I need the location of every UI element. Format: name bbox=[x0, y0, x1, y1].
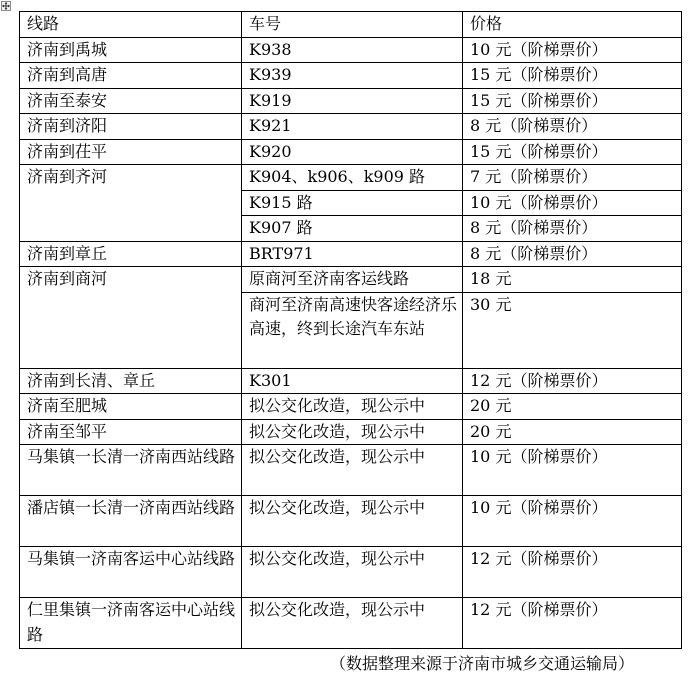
table-row bbox=[20, 547, 682, 598]
bus-number-cell: 拟公交化改造，现公示中 bbox=[242, 547, 463, 598]
bus-number-cell: K904、k906、k909 路 bbox=[242, 165, 463, 191]
price-cell: 12 元（阶梯票价） bbox=[463, 368, 682, 394]
header-price: 价格 bbox=[463, 12, 682, 38]
price-cell: 15 元（阶梯票价） bbox=[463, 63, 682, 89]
price-cell: 7 元（阶梯票价） bbox=[463, 165, 682, 191]
route-cell: 济南到禹城 bbox=[20, 37, 242, 63]
bus-number-cell: 拟公交化改造，现公示中 bbox=[242, 394, 463, 420]
table-row bbox=[20, 496, 682, 547]
price-cell: 8 元（阶梯票价） bbox=[463, 114, 682, 140]
route-cell: 济南到章丘 bbox=[20, 241, 242, 267]
bus-number-cell: 拟公交化改造，现公示中 bbox=[242, 445, 463, 496]
route-cell: 济南至泰安 bbox=[20, 88, 242, 114]
bus-number-cell: K920 bbox=[242, 139, 463, 165]
bus-number-cell: 原商河至济南客运线路 bbox=[242, 267, 463, 293]
table-row bbox=[20, 598, 682, 649]
table-row bbox=[20, 445, 682, 496]
table-row bbox=[20, 267, 682, 293]
bus-number-cell: 拟公交化改造，现公示中 bbox=[242, 419, 463, 445]
route-cell: 济南到商河 bbox=[20, 267, 242, 369]
price-cell: 20 元 bbox=[463, 394, 682, 420]
bus-number-cell: K301 bbox=[242, 368, 463, 394]
price-cell: 10 元（阶梯票价） bbox=[463, 445, 682, 496]
source-note: （数据整理来源于济南市城乡交通运输局） bbox=[330, 654, 635, 673]
route-cell: 济南至邹平 bbox=[20, 419, 242, 445]
price-cell: 15 元（阶梯票价） bbox=[463, 139, 682, 165]
route-cell: 济南至肥城 bbox=[20, 394, 242, 420]
bus-number-cell: 拟公交化改造，现公示中 bbox=[242, 598, 463, 649]
price-cell: 12 元（阶梯票价） bbox=[463, 598, 682, 649]
bus-number-cell: BRT971 bbox=[242, 241, 463, 267]
price-cell: 15 元（阶梯票价） bbox=[463, 88, 682, 114]
price-cell: 18 元 bbox=[463, 267, 682, 293]
table-row bbox=[20, 165, 682, 191]
table-row bbox=[20, 88, 682, 114]
route-cell: 潘店镇一长清一济南西站线路 bbox=[20, 496, 242, 547]
table-row bbox=[20, 37, 682, 63]
price-cell: 8 元（阶梯票价） bbox=[463, 216, 682, 242]
table-row bbox=[20, 241, 682, 267]
table-row bbox=[20, 63, 682, 89]
route-cell: 济南到济阳 bbox=[20, 114, 242, 140]
table-row bbox=[20, 139, 682, 165]
price-cell: 12 元（阶梯票价） bbox=[463, 547, 682, 598]
bus-number-cell: K907 路 bbox=[242, 216, 463, 242]
table-row bbox=[20, 394, 682, 420]
table-row bbox=[20, 368, 682, 394]
bus-number-cell: K938 bbox=[242, 37, 463, 63]
price-cell: 10 元（阶梯票价） bbox=[463, 37, 682, 63]
price-cell: 8 元（阶梯票价） bbox=[463, 241, 682, 267]
bus-number-cell: K915 路 bbox=[242, 190, 463, 216]
bus-number-cell: K939 bbox=[242, 63, 463, 89]
route-cell: 济南到长清、章丘 bbox=[20, 368, 242, 394]
price-cell: 20 元 bbox=[463, 419, 682, 445]
route-cell: 济南到齐河 bbox=[20, 165, 242, 242]
price-cell: 30 元 bbox=[463, 292, 682, 368]
bus-number-cell: 商河至济南高速快客途经济乐高速，终到长途汽车东站 bbox=[242, 292, 463, 368]
table-row bbox=[20, 419, 682, 445]
route-cell: 马集镇一长清一济南西站线路 bbox=[20, 445, 242, 496]
route-cell: 马集镇一济南客运中心站线路 bbox=[20, 547, 242, 598]
route-cell: 仁里集镇一济南客运中心站线路 bbox=[20, 598, 242, 649]
table-move-icon[interactable] bbox=[1, 1, 11, 11]
bus-route-table bbox=[19, 11, 682, 649]
route-cell: 济南到高唐 bbox=[20, 63, 242, 89]
header-bus-number: 车号 bbox=[242, 12, 463, 38]
header-route: 线路 bbox=[20, 12, 242, 38]
price-cell: 10 元（阶梯票价） bbox=[463, 496, 682, 547]
bus-number-cell: 拟公交化改造，现公示中 bbox=[242, 496, 463, 547]
bus-number-cell: K919 bbox=[242, 88, 463, 114]
price-cell: 10 元（阶梯票价） bbox=[463, 190, 682, 216]
table-header-row bbox=[20, 12, 682, 38]
table-row bbox=[20, 114, 682, 140]
bus-number-cell: K921 bbox=[242, 114, 463, 140]
route-cell: 济南到茌平 bbox=[20, 139, 242, 165]
